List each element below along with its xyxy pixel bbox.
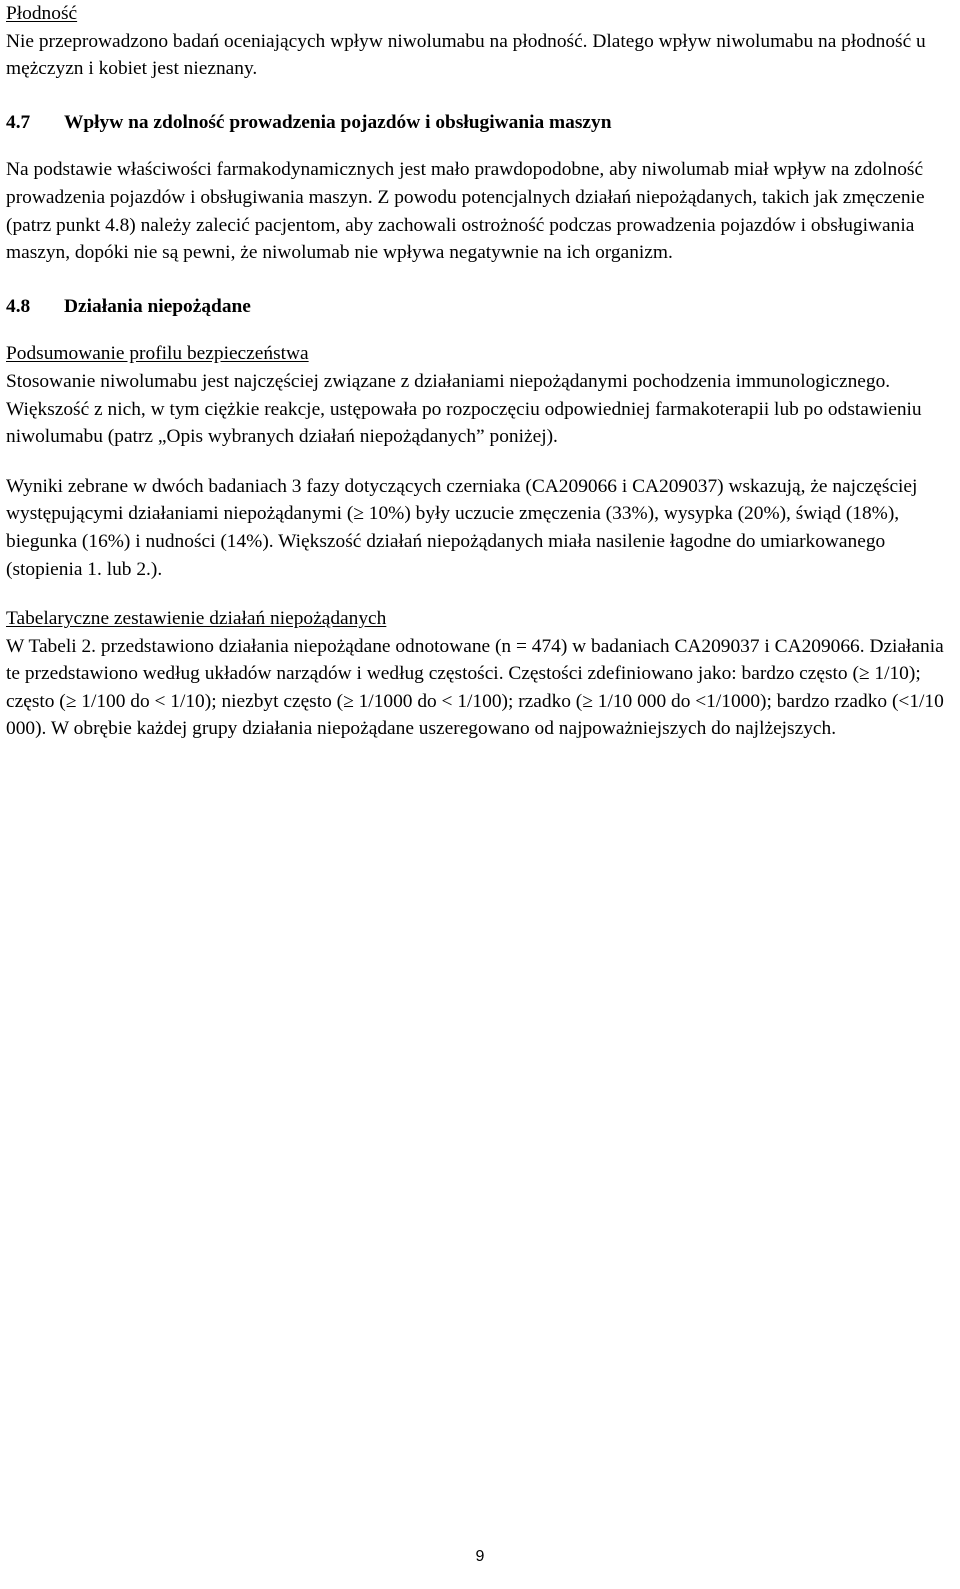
fertility-text: Nie przeprowadzono badań oceniających wpływ niwolumabu na płodność. Dlatego wpływ niwolumabu na płodność u mężczyzn i kobiet jest nieznany. [6,30,926,80]
document-page [6,0,954,743]
tabulated-heading: Tabelaryczne zestawienie działań niepożądanych [6,608,387,630]
section-4-8-number: 4.8 [6,295,31,317]
fertility-heading: Płodność [6,3,78,24]
section-4-8 [6,293,954,743]
tabulated-text: W Tabeli 2. przedstawiono działania niepożądane odnotowane (n = 474) w badaniach CA209037 i CA209066. Działania te przedstawiono według układów narządów i według częstości. Częstości zdefiniowano jako: bardzo często (≥ 1/10); często (≥ 1/100 do < 1/10); niezbyt często (≥ 1/1000 do < 1/100); rzadko (≥ 1/10 000 do <1/1000); bardzo rzadko (<1/10 000). W obrębie każdej grupy działania niepożądane uszeregowano od najpoważniejszych do najlżejszych. [6,635,944,740]
section-4-7-heading [6,109,954,137]
section-4-7-text: Na podstawie właściwości farmakodynamicznych jest mało prawdopodobne, aby niwolumab miał wpływ na zdolność prowadzenia pojazdów i obsługiwania maszyn. Z powodu potencjalnych działań niepożądanych, takich jak zmęczenie (patrz punkt 4.8) należy zalecić pacjentom, aby zachowali ostrożność podczas prowadzenia pojazdów i obsługiwania maszyn, dopóki nie są pewni, że niwolumab nie wpływa negatywnie na ich organizm. [6,159,925,264]
fertility-section [6,0,954,83]
section-4-7-number: 4.7 [6,111,31,133]
section-4-7 [6,109,954,267]
section-4-7-title: Wpływ na zdolność prowadzenia pojazdów i obsługiwania maszyn [64,111,612,133]
safety-profile-heading: Podsumowanie profilu bezpieczeństwa [6,343,309,365]
safety-profile-paragraph-2: Wyniki zebrane w dwóch badaniach 3 fazy dotyczących czerniaka (CA209066 i CA209037) wskazują, że najczęściej występującymi działaniami niepożądanymi (≥ 10%) były uczucie zmęczenia (33%), wysypka (20%), świąd (18%), biegunka (16%) i nudności (14%). Większość działań niepożądanych miała nasilenie łagodne do umiarkowanego (stopienia 1. lub 2.). [6,475,918,580]
section-4-8-heading [6,293,954,321]
section-4-8-title: Działania niepożądane [64,295,251,317]
page-number: 9 [475,1548,485,1565]
safety-profile-paragraph-1: Stosowanie niwolumabu jest najczęściej związane z działaniami niepożądanymi pochodzenia immunologicznego. Większość z nich, w tym ciężkie reakcje, ustępowała po rozpoczęciu odpowiedniej farmakoterapii lub po odstawieniu niwolumabu (patrz „Opis wybranych działań niepożądanych” poniżej). [6,370,922,448]
